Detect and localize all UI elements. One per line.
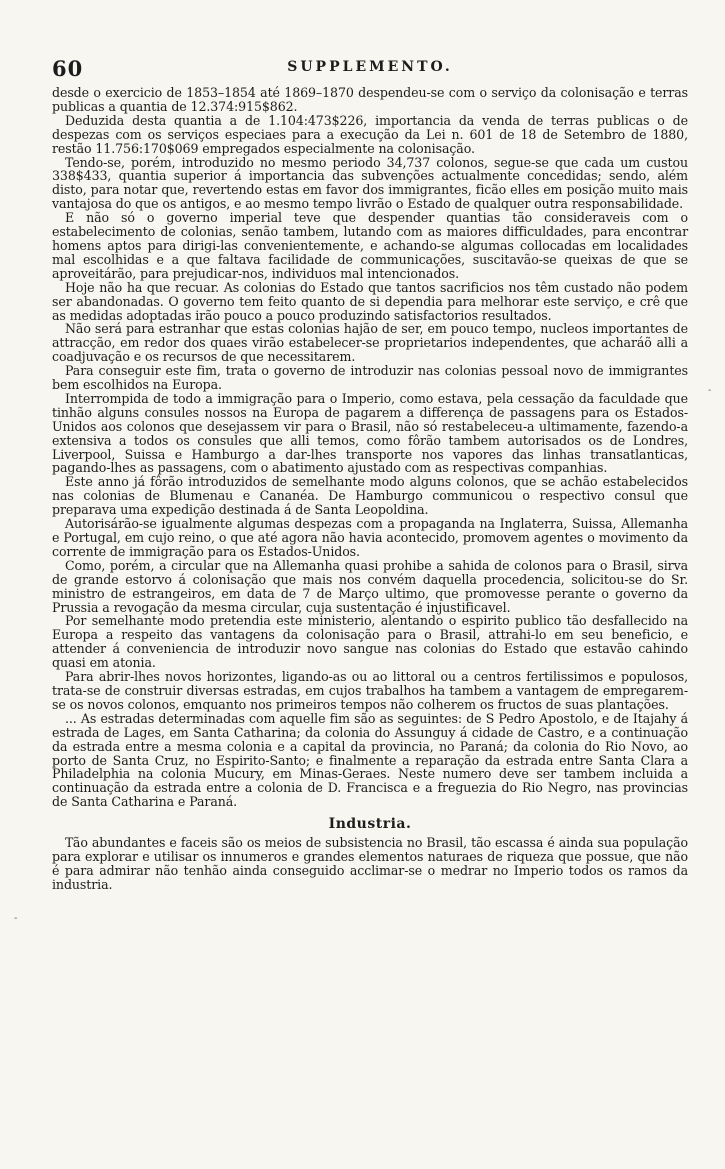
paragraph: Deduzida desta quantia a de 1.104:473$226, importancia da venda de terras publicas o de despezas com os serviços especiaes para a execução da Lei n. 601 de 18 de Setembro de 1880, restão 11.756:170$069 empregados especialmente na colonisação. <box>52 112 688 156</box>
paragraph: ... As estradas determinadas com aquelle fim são as seguintes: de S Pedro Apostolo, e de Itajahy á estrada de Lages, em Santa Catharina; da colonia do Assunguy á cidade de Castro, e a continuação da estrada entre a mesma colonia e a capital da provincia, no Paraná; da colonia do Rio Novo, ao porto de Santa Cruz, no Espirito-Santo; e finalmente a reparação da estrada entre Santa Clara a Philadelphia na colonia Mucury, em Minas-Geraes. Neste numero deve ser tambem incluida a continuação da estrada entre a colonia de D. Francisca e a freguezia do Rio Negro, nas provincias de Santa Catharina e Paraná. <box>52 710 688 810</box>
paragraph: Tão abundantes e faceis são os meios de subsistencia no Brasil, tão escassa é ainda sua população para explorar e utilisar os innumeros e grandes elementos naturaes de riqueza que possue, que não é para admirar não tenhão ainda conseguido acclimar-se o medrar no Imperio todos os ramos da industria. <box>52 835 688 892</box>
paragraph: Este anno já fôrão introduzidos de semelhante modo alguns colonos, que se achão estabelecidos nas colonias de Blumenau e Cananéa. De Hamburgo communicou o respectivo consul que preparava uma expedição destinada á de Santa Leopoldina. <box>52 474 688 518</box>
running-title: SUPPLEMENTO. <box>287 59 453 75</box>
section-heading: Industria. <box>328 816 412 833</box>
paragraph: Tendo-se, porém, introduzido no mesmo periodo 34,737 colonos, segue-se que cada um custou 338$433, quantia superior á importancia das subvenções actualmente concedidas; sendo, além disto, para notar que, revertendo estas em favor dos immigrantes, ficão elles em posição muito mais vantajosa do que os antigos, e ao mesmo tempo livrão o Estado de qualquer outra responsabilidade. <box>52 154 688 212</box>
paragraph: E não só o governo imperial teve que despender quantias tão consideraveis com o estabelecimento de colonias, senão tambem, lutando com as maiores difficuldades, para encontrar homens aptos para dirigi-las convenientemente, e achando-se algumas collocadas em localidades mal escolhidas e a que faltava facilidade de communicações, suscitavão-se queixas de que se aproveitárão, para prejudicar-nos, individuos mal intencionados. <box>52 210 688 281</box>
paragraph: desde o exercicio de 1853–1854 até 1869–1870 despendeu-se com o serviço da colonisação e terras publicas a quantia de 12.374:915$862. <box>52 85 688 114</box>
paragraph: Hoje não ha que recuar. As colonias do Estado que tantos sacrificios nos têm custado não podem ser abandonadas. O governo tem feito quanto de si dependia para melhorar este serviço, e crê que as medidas adoptadas irão pouco a pouco produzindo satisfactorios resultados. <box>52 279 688 323</box>
document-page <box>52 56 688 892</box>
margin-mark-left: - <box>14 913 18 924</box>
paragraph: Não será para estranhar que estas colonias hajão de ser, em pouco tempo, nucleos importantes de attracção, em redor dos quaes virão estabelecer-se proprietarios independentes, que acharáõ alli a coadjuvação e os recursos de que necessitarem. <box>52 321 688 365</box>
body-text <box>52 86 688 892</box>
margin-mark-right: - <box>708 385 712 396</box>
page-number: 60 <box>52 56 84 81</box>
paragraph: Para abrir-lhes novos horizontes, ligando-as ou ao littoral ou a centros fertilissimos e populosos, trata-se de construir diversas estradas, em cujos trabalhos ha tambem a vantagem de empregarem-se os novos colonos, emquanto nos primeiros tempos não colherem os fructos de suas plantações. <box>52 669 688 712</box>
paragraph: Como, porém, a circular que na Allemanha quasi prohibe a sahida de colonos para o Brasil, sirva de grande estorvo á colonisação que mais nos convém daquella procedencia, solicitou-se do Sr. ministro de estrangeiros, em data de 7 de Março ultimo, que promovesse perante o governo da Prussia a revogação da mesma circular, cuja sustentação é injustificavel. <box>52 557 688 615</box>
paragraph: Interrompida de todo a immigração para o Imperio, como estava, pela cessação da faculdade que tinhão alguns consules nossos na Europa de pagarem a differença de passagens para os Estados-Unidos aos colonos que desejassem vir para o Brasil, não só restabeleceu-a ultimamente, fazendo-a extensiva a todos os consules que alli temos, como fôrão tambem autorisados os de Londres, Liverpool, Suissa e Hamburgo a dar-lhes transporte nos vapores das linhas transatlanticas, pagando-lhes as passagens, com o abatimento ajustado com as respectivas companhias. <box>52 390 688 476</box>
paragraph: Para conseguir este fim, trata o governo de introduzir nas colonias pessoal novo de immigrantes bem escolhidos na Europa. <box>52 363 688 393</box>
paragraph: Por semelhante modo pretendia este ministerio, alentando o espirito publico tão desfallecido na Europa a respeito das vantagens da colonisação para o Brasil, attrahi-lo em seu beneficio, e attender á conveniencia de introduzir novo sangue nas colonias do Estado que estavão cahindo quasi em atonia. <box>52 613 688 671</box>
page-header <box>52 56 688 86</box>
paragraph: Autorisárão-se igualmente algumas despezas com a propaganda na Inglaterra, Suissa, Allemanha e Portugal, em cujo reino, o que até agora não havia acontecido, promovem agentes o movimento da corrente de immigração para os Estados-Unidos. <box>52 516 688 559</box>
